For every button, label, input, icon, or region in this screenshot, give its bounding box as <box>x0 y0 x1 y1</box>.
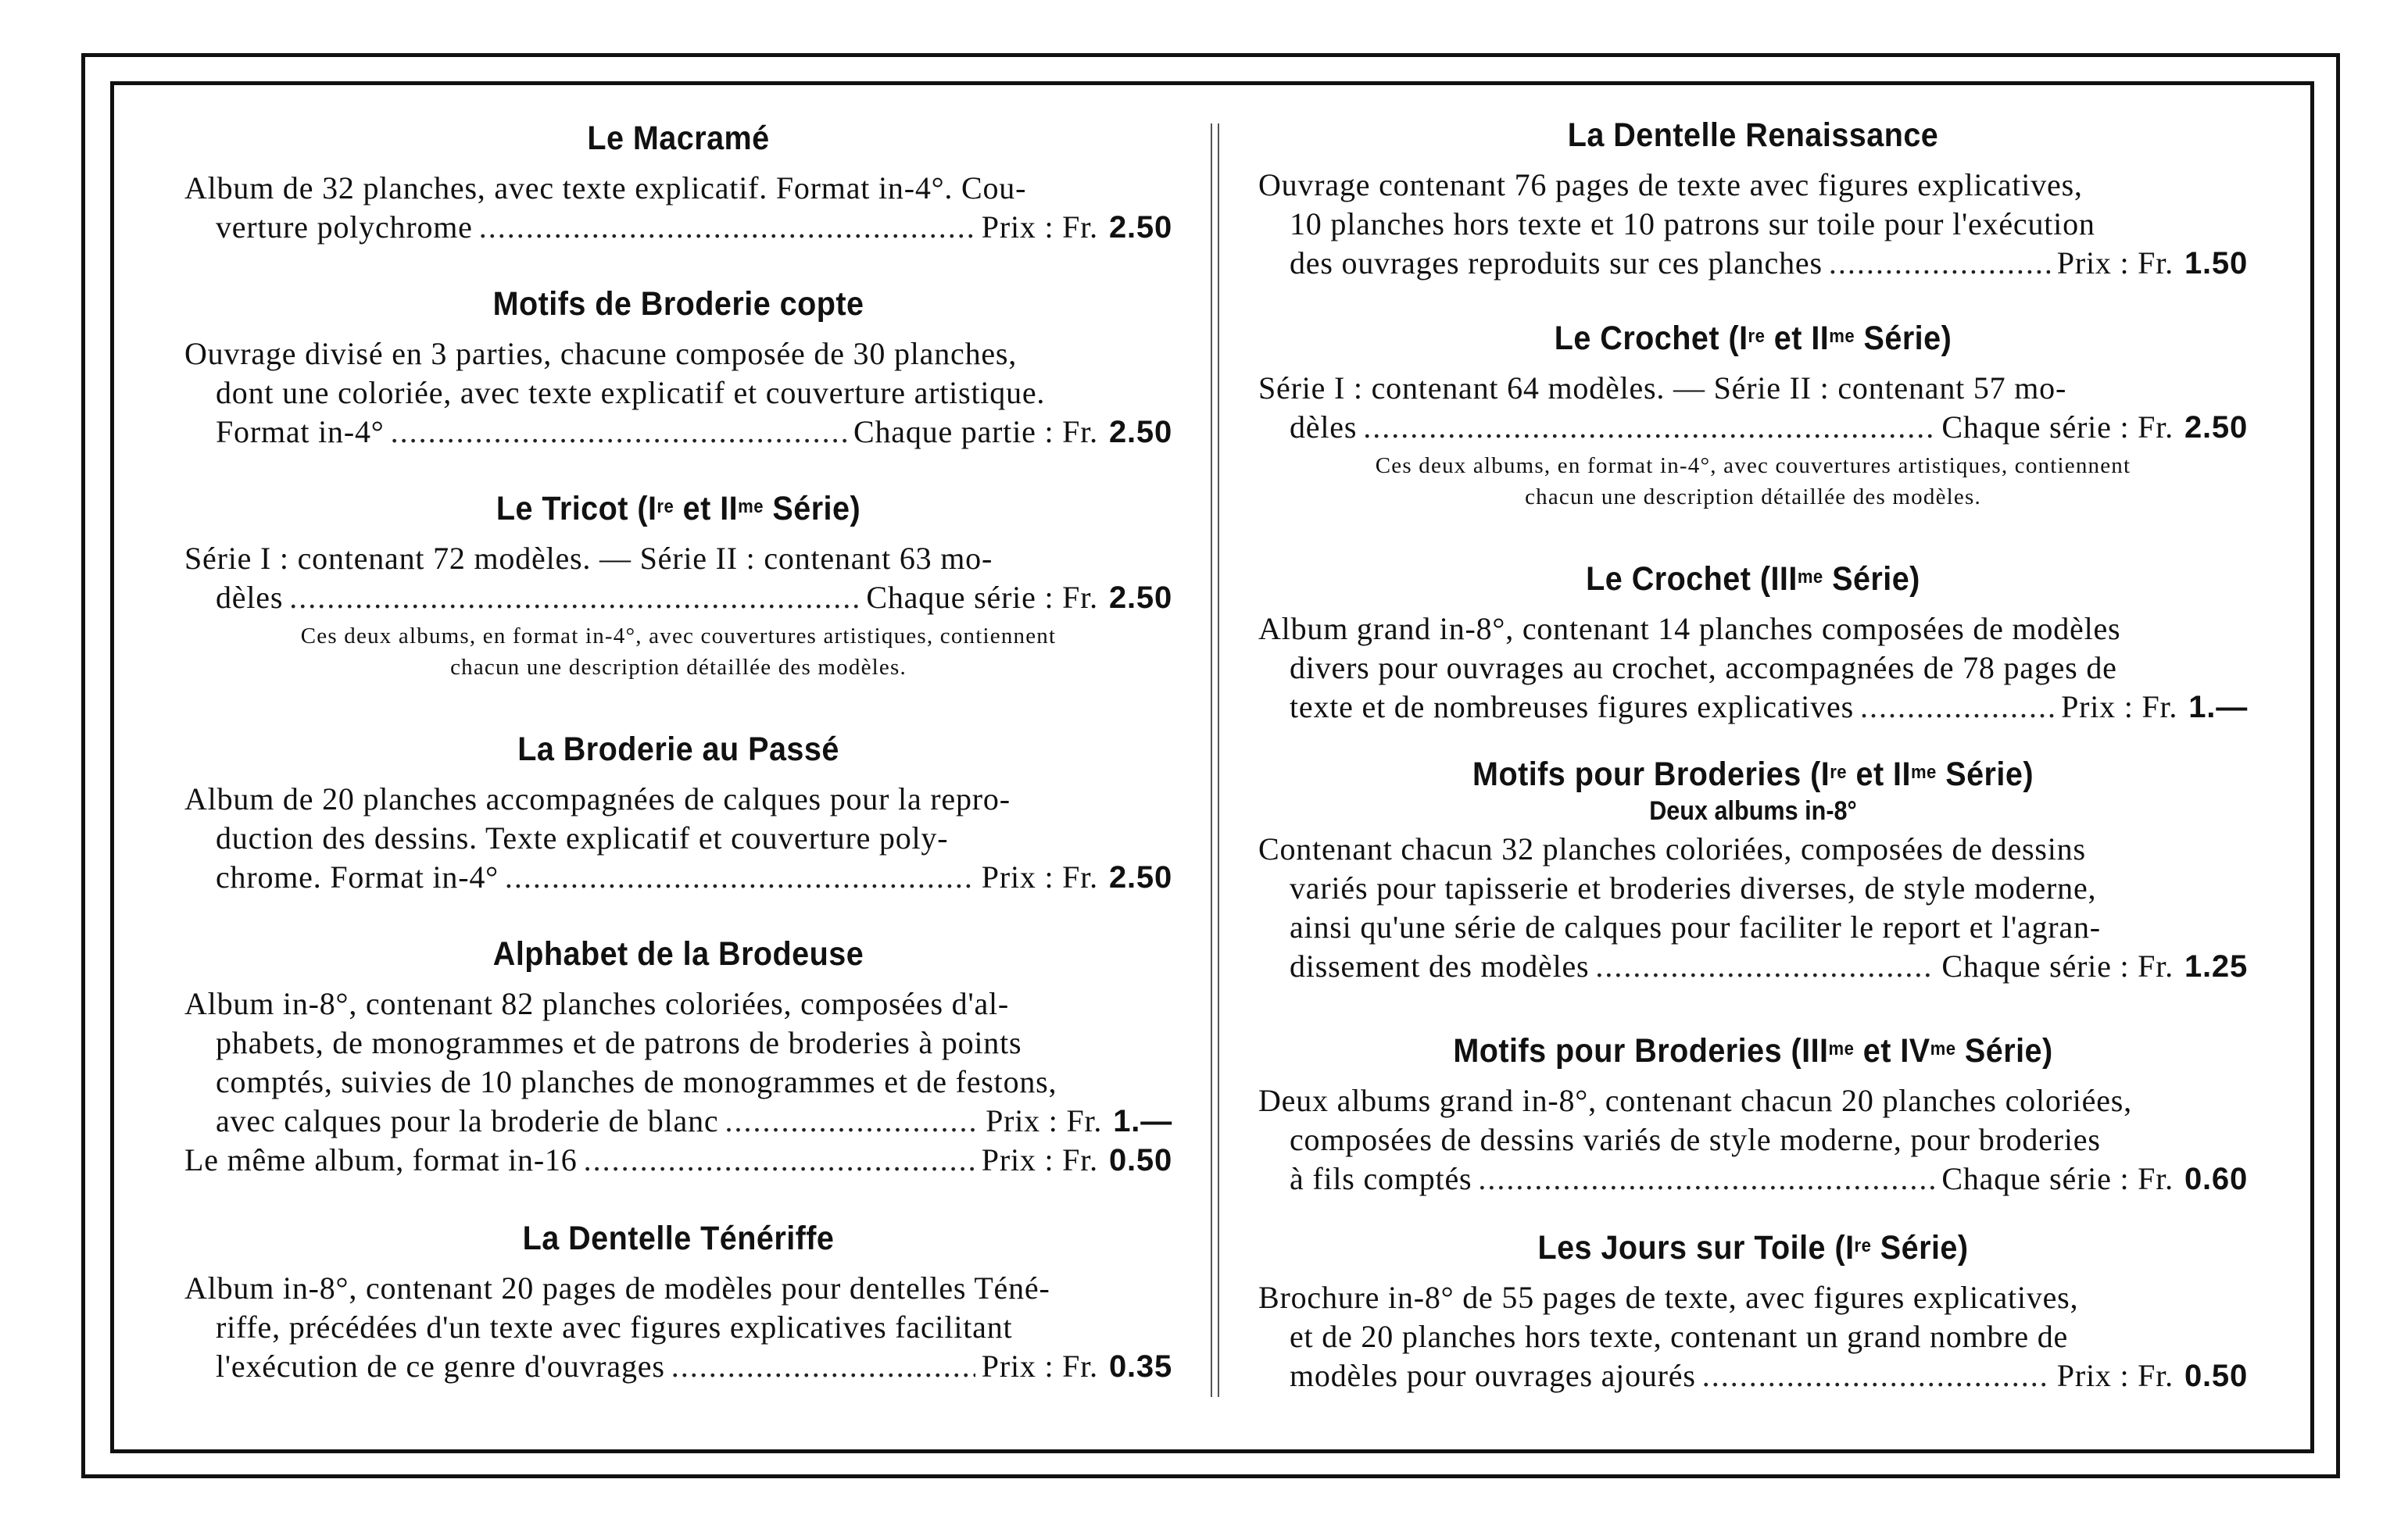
price-line <box>1258 408 2248 447</box>
price-line-lead: chrome. Format in-4° <box>216 859 499 895</box>
catalog-entry-dentelle-teneriffe <box>184 1219 1172 1386</box>
entry-description <box>184 984 1172 1180</box>
entry-description <box>1258 1278 2248 1395</box>
dot-leader <box>391 413 847 452</box>
entry-title <box>1298 1228 2209 1267</box>
price-label: Prix : Fr. <box>2056 1358 2174 1393</box>
catalog-entry-macrame <box>184 119 1172 247</box>
price-label: Chaque série : Fr. <box>1941 949 2174 984</box>
dot-leader <box>725 1102 979 1141</box>
description-line: Ouvrage contenant 76 pages de texte avec figures explicatives, <box>1258 167 2083 202</box>
price-line <box>1258 1356 2248 1395</box>
catalog-entry-dentelle-renaissance <box>1258 116 2248 283</box>
description-line: Album de 32 planches, avec texte explicatif. Format in-4°. Cou- <box>184 170 1027 205</box>
entry-description <box>184 539 1172 617</box>
dot-leader <box>1829 244 2051 283</box>
entry-subtitle: Deux albums in-8° <box>1649 796 1857 826</box>
title-text: Motifs pour Broderies (I <box>1472 756 1830 793</box>
price-line <box>1258 244 2248 283</box>
description-line: 10 planches hors texte et 10 patrons sur toile pour l'exécution <box>1290 206 2095 241</box>
description-line: comptés, suivies de 10 planches de monogrammes et de festons, <box>216 1064 1057 1099</box>
title-superscript: re <box>657 496 674 517</box>
price-value: 1.50 <box>2184 246 2248 280</box>
price-line-lead: dèles <box>1290 409 1358 445</box>
entry-title: La Broderie au Passé <box>517 731 839 768</box>
title-text: Le Tricot (I <box>496 490 657 527</box>
price-line-lead: texte et de nombreuses figures explicatives <box>1290 689 1854 724</box>
description-line: riffe, précédées d'un texte avec figures explicatives facilitant <box>216 1310 1013 1345</box>
note-line: chacun une description détaillée des modèles. <box>1525 484 1981 509</box>
title-superscript: me <box>1828 1038 1855 1059</box>
description-line: Contenant chacun 32 planches coloriées, composées de dessins <box>1258 831 2086 866</box>
entry-note <box>184 620 1172 683</box>
title-superscript: me <box>1829 326 1855 347</box>
entry-description <box>1258 166 2248 283</box>
price-value: 0.50 <box>2184 1359 2248 1393</box>
price-line <box>184 858 1172 897</box>
price-label: Chaque série : Fr. <box>866 580 1098 615</box>
price-line <box>1258 947 2248 986</box>
price-value: 0.35 <box>1108 1349 1172 1384</box>
entry-description <box>1258 1081 2248 1199</box>
entry-note <box>1258 450 2248 513</box>
price-label: Chaque série : Fr. <box>1941 409 2174 445</box>
catalog-entry-broderie-copte <box>184 284 1172 452</box>
column-divider-right-rule <box>1218 123 1219 1397</box>
entry-description <box>1258 609 2248 727</box>
description-line: phabets, de monogrammes et de patrons de broderies à points <box>216 1025 1022 1060</box>
title-text: et II <box>674 490 739 527</box>
entry-description <box>1258 369 2248 447</box>
entry-title: Alphabet de la Brodeuse <box>492 935 864 973</box>
price-line <box>1258 1159 2248 1199</box>
title-text: Série) <box>1955 1032 2053 1070</box>
dot-leader <box>1595 947 1935 986</box>
price-line <box>184 208 1172 247</box>
price-line <box>184 578 1172 617</box>
price-value: 0.60 <box>2184 1162 2248 1196</box>
title-text: Série) <box>1823 560 1920 598</box>
entry-description <box>184 334 1172 452</box>
title-text: Motifs pour Broderies (III <box>1453 1032 1829 1070</box>
note-line: Ces deux albums, en format in-4°, avec couvertures artistiques, contiennent <box>1375 453 2131 478</box>
dot-leader <box>671 1347 975 1386</box>
dot-leader <box>289 578 860 617</box>
entry-title <box>1298 755 2209 794</box>
title-text: et II <box>1847 756 1911 793</box>
catalog-entry-jours-sur-toile <box>1258 1228 2248 1395</box>
description-line: Série I : contenant 64 modèles. — Série II : contenant 57 mo- <box>1258 370 2067 406</box>
price-line-lead: Le même album, format in-16 <box>184 1142 578 1177</box>
catalog-entry-motifs-broderies-1-2 <box>1258 755 2248 986</box>
description-line: Album in-8°, contenant 82 planches coloriées, composées d'al- <box>184 986 1010 1021</box>
dot-leader <box>1860 688 2055 727</box>
price-value: 2.50 <box>1108 415 1172 449</box>
price-value: 2.50 <box>1108 210 1172 245</box>
title-text: Les Jours sur Toile (I <box>1537 1229 1855 1267</box>
description-line: ainsi qu'une série de calques pour faciliter le report et l'agran- <box>1290 909 2101 945</box>
description-line: Deux albums grand in-8°, contenant chacun 20 planches coloriées, <box>1258 1083 2132 1118</box>
price-value: 2.50 <box>2184 410 2248 445</box>
price-line-lead: dissement des modèles <box>1290 949 1590 984</box>
title-text: Le Crochet (I <box>1554 320 1748 357</box>
dot-leader <box>1478 1159 1935 1199</box>
catalog-entry-motifs-broderies-3-4 <box>1258 1031 2248 1199</box>
description-line: Brochure in-8° de 55 pages de texte, avec figures explicatives, <box>1258 1280 2079 1315</box>
price-value: 1.— <box>2188 690 2248 724</box>
price-label: Prix : Fr. <box>981 1142 1098 1177</box>
price-line-lead: à fils comptés <box>1290 1161 1472 1196</box>
column-divider-left-rule <box>1211 123 1212 1397</box>
description-line: et de 20 planches hors texte, contenant un grand nombre de <box>1290 1319 2069 1354</box>
description-line: divers pour ouvrages au crochet, accompagnées de 78 pages de <box>1290 650 2117 685</box>
title-superscript: re <box>1748 326 1766 347</box>
title-text: Série) <box>763 490 861 527</box>
title-superscript: me <box>1910 762 1937 783</box>
entry-title: La Dentelle Ténériffe <box>522 1220 835 1257</box>
price-value: 2.50 <box>1108 860 1172 895</box>
description-line: Album grand in-8°, contenant 14 planches composées de modèles <box>1258 611 2121 646</box>
entry-title: Motifs de Broderie copte <box>492 285 864 323</box>
dot-leader <box>1702 1356 2051 1395</box>
price-value: 1.25 <box>2184 949 2248 984</box>
price-value: 0.50 <box>1108 1143 1172 1177</box>
entry-description <box>184 1269 1172 1386</box>
price-label: Chaque partie : Fr. <box>853 414 1098 449</box>
catalog-entry-tricot <box>184 489 1172 683</box>
title-text: Série) <box>1871 1229 1969 1267</box>
dot-leader <box>1363 408 1935 447</box>
note-line: chacun une description détaillée des modèles. <box>450 655 907 680</box>
title-superscript: me <box>1797 566 1823 588</box>
description-line: Album de 20 planches accompagnées de calques pour la repro- <box>184 781 1011 816</box>
price-label: Prix : Fr. <box>2056 245 2174 280</box>
price-label: Chaque série : Fr. <box>1941 1161 2174 1196</box>
catalog-entry-crochet-3 <box>1258 559 2248 727</box>
price-line-lead: Format in-4° <box>216 414 385 449</box>
entry-title <box>224 489 1133 528</box>
price-label: Prix : Fr. <box>981 209 1098 245</box>
title-superscript: me <box>738 496 764 517</box>
entry-title: Le Macramé <box>587 120 770 157</box>
dot-leader <box>479 208 975 247</box>
title-superscript: me <box>1930 1038 1956 1059</box>
description-line: composées de dessins variés de style moderne, pour broderies <box>1290 1122 2101 1157</box>
price-line <box>1258 688 2248 727</box>
entry-title <box>1298 559 2209 598</box>
entry-description <box>1258 830 2248 986</box>
price-line-lead: des ouvrages reproduits sur ces planches <box>1290 245 1823 280</box>
price-line-lead: l'exécution de ce genre d'ouvrages <box>216 1349 665 1384</box>
note-line: Ces deux albums, en format in-4°, avec couvertures artistiques, contiennent <box>300 624 1057 649</box>
entry-title: La Dentelle Renaissance <box>1567 116 1939 154</box>
dot-leader <box>505 858 975 897</box>
description-line: Ouvrage divisé en 3 parties, chacune composée de 30 planches, <box>184 336 1018 371</box>
title-superscript: re <box>1830 762 1848 783</box>
catalog-entry-broderie-passe <box>184 730 1172 897</box>
title-text: Série) <box>1855 320 1952 357</box>
description-line: variés pour tapisserie et broderies diverses, de style moderne, <box>1290 870 2097 906</box>
price-line-lead: avec calques pour la broderie de blanc <box>216 1103 719 1138</box>
entry-description <box>184 169 1172 247</box>
entry-title <box>1298 1031 2209 1070</box>
price-line-lead: verture polychrome <box>216 209 473 245</box>
price-value: 2.50 <box>1108 581 1172 615</box>
entry-title <box>1298 319 2209 358</box>
price-line <box>184 1347 1172 1386</box>
price-label: Prix : Fr. <box>981 1349 1098 1384</box>
description-line: duction des dessins. Texte explicatif et couverture poly- <box>216 820 949 856</box>
title-text: Le Crochet (III <box>1586 560 1798 598</box>
title-text: Série) <box>1936 756 2034 793</box>
price-line-lead: dèles <box>216 580 284 615</box>
price-label: Prix : Fr. <box>981 859 1098 895</box>
dot-leader <box>584 1141 975 1180</box>
title-text: et II <box>1765 320 1830 357</box>
title-text: et IV <box>1854 1032 1930 1070</box>
title-superscript: re <box>1854 1235 1872 1256</box>
entry-description <box>184 780 1172 897</box>
price-label: Prix : Fr. <box>2061 689 2178 724</box>
catalog-entry-alphabet-brodeuse <box>184 934 1172 1180</box>
price-line-lead: modèles pour ouvrages ajourés <box>1290 1358 1696 1393</box>
price-line-secondary <box>184 1141 1172 1180</box>
price-value: 1.— <box>1113 1104 1172 1138</box>
price-label: Prix : Fr. <box>986 1103 1103 1138</box>
description-line: Album in-8°, contenant 20 pages de modèles pour dentelles Téné- <box>184 1270 1050 1306</box>
description-line: dont une coloriée, avec texte explicatif et couverture artistique. <box>216 375 1046 410</box>
price-line <box>184 1102 1172 1141</box>
catalog-entry-crochet-1-2 <box>1258 319 2248 513</box>
description-line: Série I : contenant 72 modèles. — Série II : contenant 63 mo- <box>184 541 993 576</box>
price-line <box>184 413 1172 452</box>
